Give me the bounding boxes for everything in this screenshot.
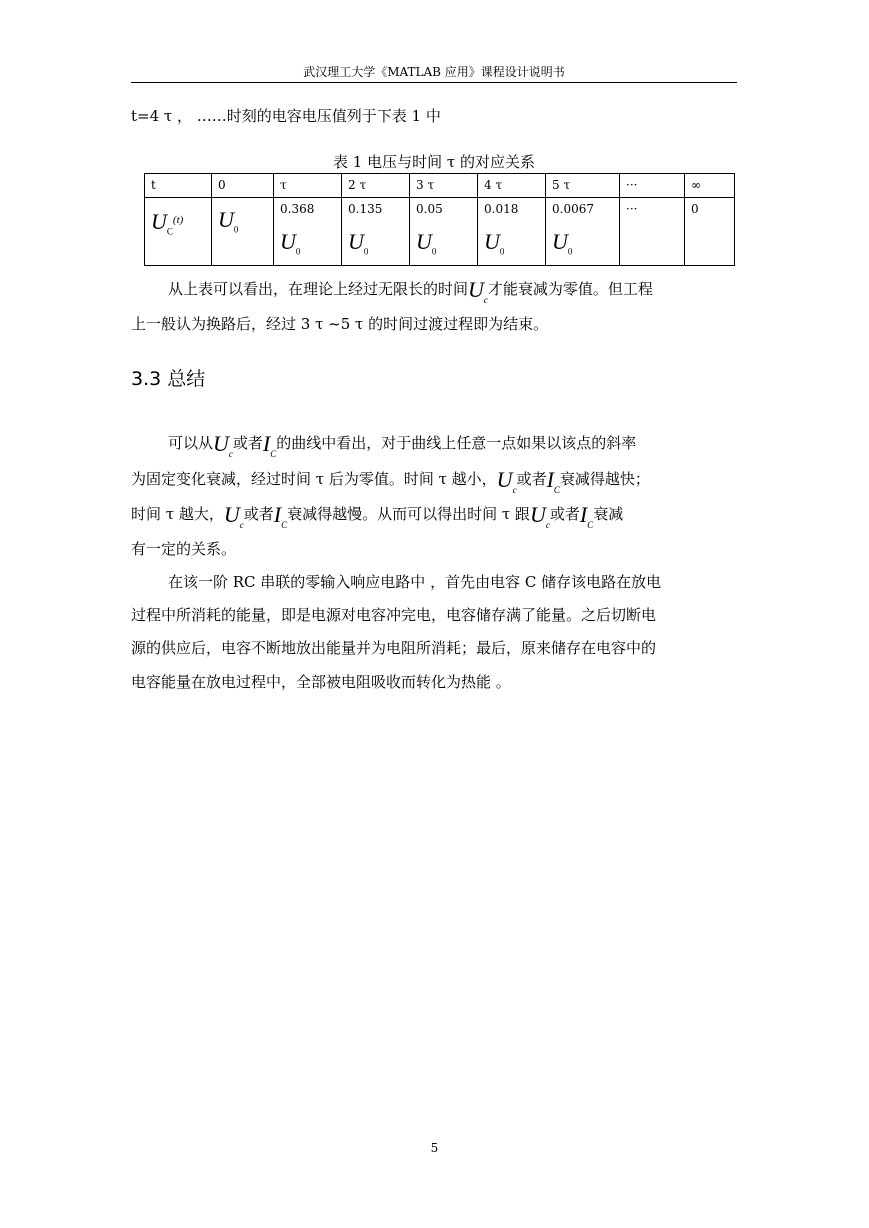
table-row-label: $U_C^{(t)}$	[145, 198, 212, 266]
table-cell: 0.135 $U_0$	[342, 198, 410, 266]
table-header-row	[145, 174, 735, 198]
table-value-row	[145, 198, 735, 266]
table-cell: ∞	[685, 174, 735, 198]
table-cell: τ	[274, 174, 342, 198]
table-cell: 0.0067 $U_0$	[546, 198, 620, 266]
para2-line1: 可以从$U_c$或者$I_C$的曲线中看出，对于曲线上任意一点如果以该点的斜率	[168, 431, 637, 459]
table-cell: t	[145, 174, 212, 198]
table-cell: 2 τ	[342, 174, 410, 198]
section-heading: 3.3 总结	[131, 368, 206, 390]
para3-line2: 过程中所消耗的能量，即是电源对电容冲完电，电容储存满了能量。之后切断电	[131, 606, 657, 624]
para1-line2: 上一般认为换路后，经过 3 τ ~5 τ 的时间过渡过程即为结束。	[131, 315, 549, 333]
table-cell: 3 τ	[410, 174, 478, 198]
para2-line4: 有一定的关系。	[131, 540, 237, 558]
table-cell: 0	[685, 198, 735, 266]
table-cell: 0	[212, 174, 274, 198]
table-cell: 4 τ	[478, 174, 546, 198]
para3-line4: 电容能量在放电过程中，全部被电阻吸收而转化为热能 。	[131, 673, 511, 691]
page-number: 5	[430, 1141, 439, 1155]
intro-line: t=4 τ ， ……时刻的电容电压值列于下表 1 中	[131, 107, 441, 125]
table-caption: 表 1 电压与时间 τ 的对应关系	[333, 153, 535, 171]
para3-line1: 在该一阶 RC 串联的零输入响应电路中 ，首先由电容 C 储存该电路在放电	[168, 573, 662, 591]
para1-line1: 从上表可以看出，在理论上经过无限长的时间$U_c$才能衰减为零值。但工程	[168, 277, 653, 305]
voltage-time-table	[144, 173, 735, 266]
header-rule	[131, 82, 737, 83]
para2-line2: 为固定变化衰减，经过时间 τ 后为零值。时间 τ 越小，$U_c$或者$I_C$衰减得越快；	[131, 467, 650, 495]
table-cell: 5 τ	[546, 174, 620, 198]
running-header: 武汉理工大学《MATLAB 应用》课程设计说明书	[303, 65, 565, 79]
table-cell-u0: $U_0$	[212, 198, 274, 266]
table-cell: ···	[620, 198, 685, 266]
table-cell: 0.368 $U_0$	[274, 198, 342, 266]
table-cell: 0.018 $U_0$	[478, 198, 546, 266]
para3-line3: 源的供应后，电容不断地放出能量并为电阻所消耗；最后，原来储存在电容中的	[131, 639, 657, 657]
table-cell: ···	[620, 174, 685, 198]
table-cell: 0.05 $U_0$	[410, 198, 478, 266]
para2-line3: 时间 τ 越大，$U_c$或者$I_C$衰减得越慢。从而可以得出时间 τ 跟$U_c$或者$I_C$衰减	[131, 502, 624, 530]
